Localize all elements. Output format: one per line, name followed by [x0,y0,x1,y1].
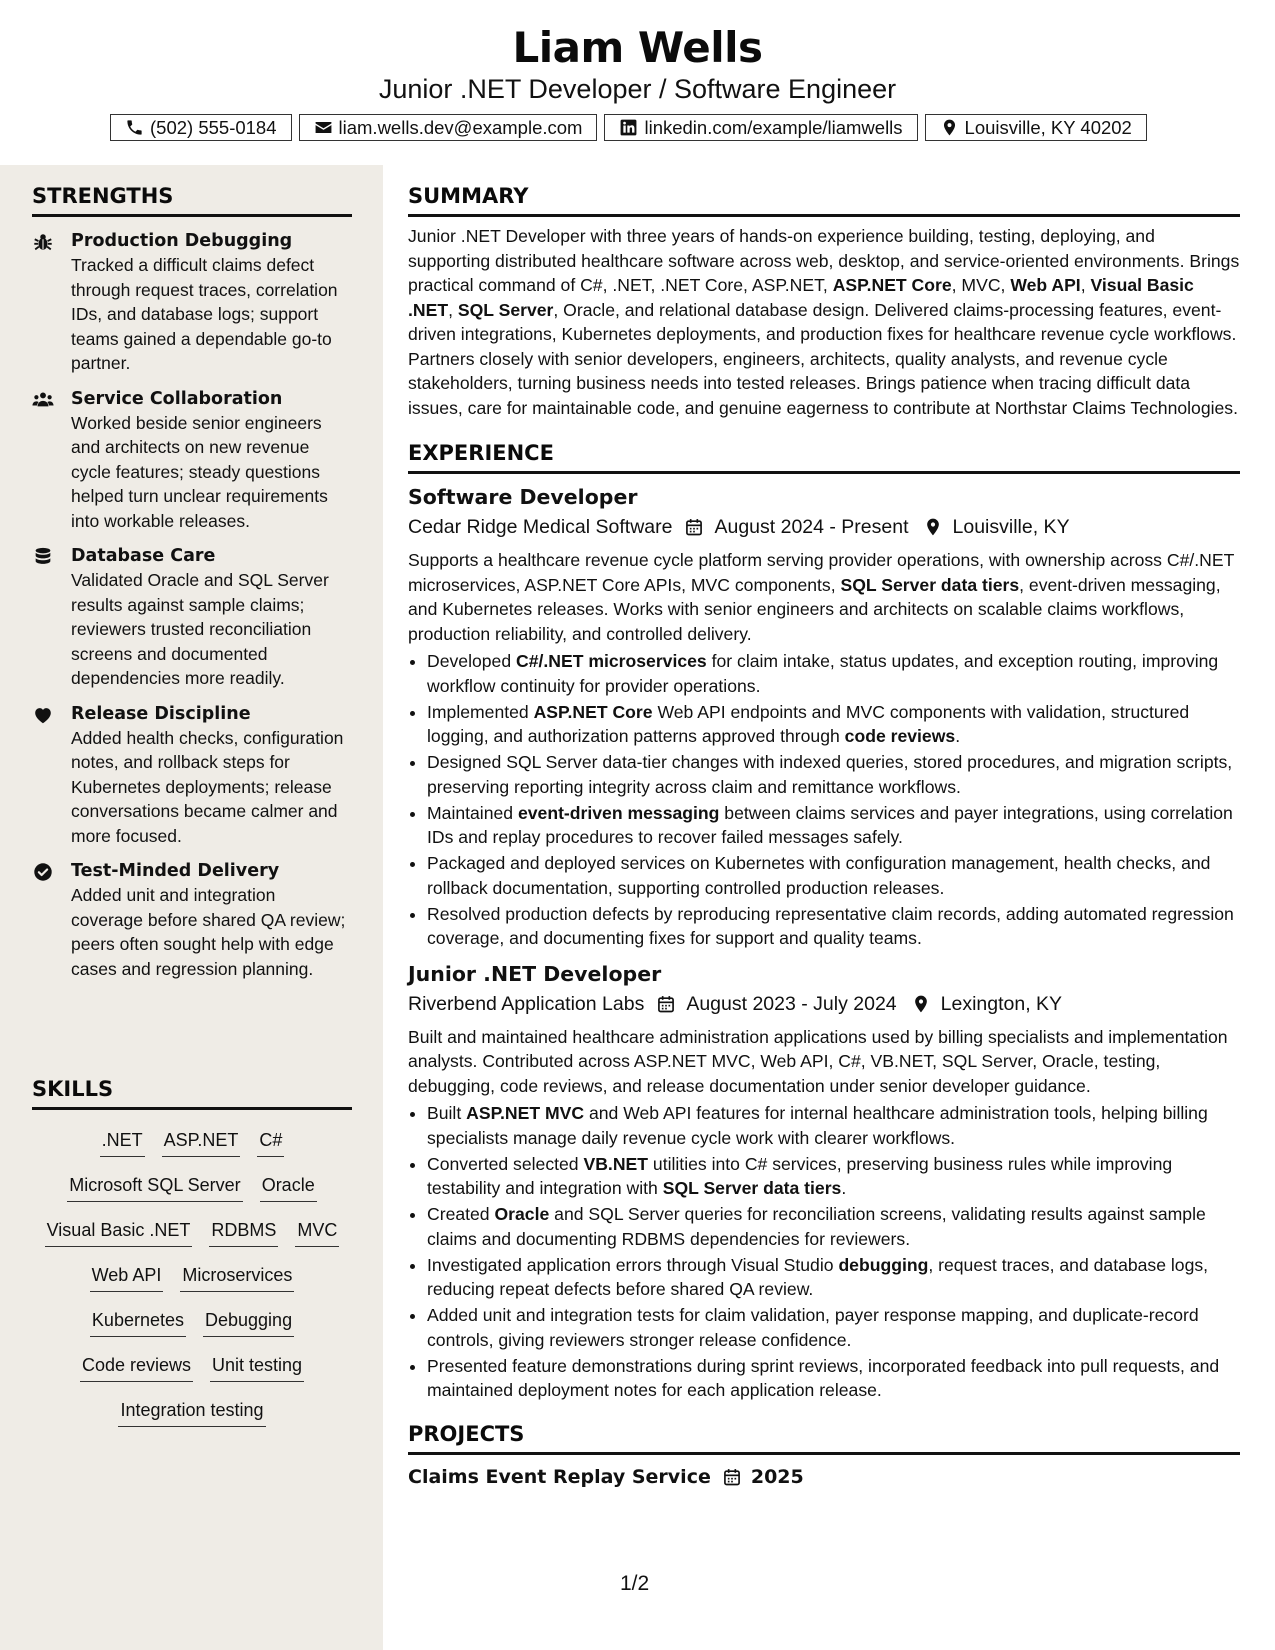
text-run: between claims services and payer integrations, using correlation IDs and replay procedures to recover failed messages safely. [427,802,1233,847]
text-run: Developed [427,651,517,671]
experience-heading: EXPERIENCE [408,440,1240,474]
job-meta [408,990,1240,1018]
contact-location [925,114,1147,141]
text-run: Created [427,1204,495,1224]
skill-tag: ASP.NET [162,1128,241,1157]
text-run: . [841,1178,847,1198]
job-bullet [427,649,1240,698]
heart-icon [32,704,54,726]
strength-title: Test-Minded Delivery [71,861,280,881]
text-run: Maintained [427,802,518,823]
text-run: Supports a healthcare revenue cycle platform serving provider operations, with ownership across C#/.NET microservices, ASP.NET Core APIs, MVC components, [408,550,1235,595]
strengths-section [32,183,352,981]
skill-tag: Integration testing [118,1398,265,1427]
job-bullet [427,1202,1240,1251]
calendar-icon [684,517,704,537]
database-icon [32,546,54,568]
text-run: , event-driven messaging, and Kubernetes releases. Works with senior engineers and architects on scalable claims workflows, production reliability, and controlled delivery. [408,574,1221,644]
skill-tag: RDBMS [209,1218,278,1247]
summary-heading: SUMMARY [408,183,1240,217]
candidate-name: Liam Wells [512,23,763,72]
skill-tag: Unit testing [210,1353,304,1382]
skill-tag: Visual Basic .NET [45,1218,193,1247]
text-run: Presented feature demonstrations during sprint reviews, incorporated feedback into pull requests, and maintained deployment notes for each application release. [427,1355,1220,1400]
text-run: and Web API features for internal healthcare administration tools, helping billing specialists manage daily revenue cycle work with clearer workflows. [427,1103,1208,1148]
emphasis-text: Oracle [494,1204,550,1224]
job-dates: August 2024 - Present [714,516,909,538]
emphasis-text: SQL Server data tiers [662,1178,842,1198]
job-bullets [408,649,1240,951]
text-run: Designed SQL Server data-tier changes with indexed queries, stored procedures, and migration scripts, preserving reporting integrity across claim and remittance workflows. [427,752,1233,797]
emphasis-text: event-driven messaging [517,802,720,823]
phone-icon [125,118,144,137]
text-run: Built and maintained healthcare administration applications used by billing specialists and implementation analysts. Contributed across ASP.NET MVC, Web API, C#, VB.NET, SQL Server, Oracle, testing, debugging, code reviews, and release documentation under senior developer guidance. [408,1026,1228,1096]
job-bullet [427,1101,1240,1150]
strength-item [32,229,352,376]
strength-description: Tracked a difficult claims defect through request traces, correlation IDs, and database logs; support teams gained a dependable go-to partner. [71,255,338,373]
contact-bar [110,114,1147,144]
skill-tag: C# [257,1128,284,1157]
location-pin-icon [923,517,943,537]
job-bullet [427,902,1240,951]
skills-section [32,1076,352,1427]
text-run: Junior .NET Developer with three years of hands-on experience building, testing, deploying, and supporting distributed healthcare software across web, desktop, and service-oriented environments. Brings practical command of C#, .NET, .NET Core, ASP.NET, [408,226,1240,295]
strength-item [32,702,352,849]
job-location: Lexington, KY [940,992,1063,1015]
job-bullet [427,801,1240,850]
text-run: and SQL Server queries for reconciliation screens, validating results against sample claims and documenting RDBMS dependencies for reviewers. [427,1204,1206,1249]
skill-tag: Microservices [180,1263,294,1292]
text-run: Converted selected [427,1153,584,1174]
job-role: Software Developer [408,485,638,509]
text-run: Packaged and deployed services on Kubernetes with configuration management, health checks, and rollback documentation, supporting controlled production releases. [427,853,1211,898]
text-run: , MVC, [951,275,1011,295]
job-bullet [427,1354,1240,1403]
page-number: 1/2 [620,1572,650,1595]
skill-tag: Web API [90,1263,164,1292]
contact-location-text: Louisville, KY 40202 [964,116,1132,138]
text-run: for claim intake, status updates, and exception routing, improving workflow continuity for provider operations. [427,651,1219,696]
emphasis-text: VB.NET [583,1153,649,1174]
skill-tag: Microsoft SQL Server [67,1173,242,1202]
envelope-icon [314,118,333,137]
text-run: utilities into C# services, preserving business rules while improving testability and integration with [427,1153,1173,1198]
location-pin-icon [940,118,959,137]
contact-linkedin[interactable] [604,114,917,141]
emphasis-text: C#/.NET microservices [516,651,707,671]
text-run: Added unit and integration tests for claim validation, payer response mapping, and duplicate-record controls, giving reviewers stronger release confidence. [427,1305,1199,1350]
text-run: Resolved production defects by reproducing representative claim records, adding automated regression coverage, and documenting fixes for support and quality teams. [427,903,1234,948]
text-run: Implemented [427,701,534,722]
job-company: Riverbend Application Labs [408,992,645,1015]
strength-title: Service Collaboration [71,388,283,409]
strength-item [32,544,352,691]
skill-tag: Code reviews [80,1353,193,1382]
emphasis-text: ASP.NET Core [832,275,952,295]
skill-tag: Debugging [203,1308,294,1337]
strength-title: Database Care [71,546,216,566]
emphasis-text: ASP.NET MVC [466,1103,585,1123]
strength-description: Worked beside senior engineers and architects on new revenue cycle features; steady questions helped turn unclear requirements into workable releases. [71,412,328,531]
project-name: Claims Event Replay Service [408,1465,711,1488]
text-run: . [955,726,961,746]
projects-heading: PROJECTS [408,1421,1240,1455]
text-run: Investigated application errors through Visual Studio [427,1254,839,1275]
text-run: , [448,299,458,320]
emphasis-text: Web API [1010,275,1081,295]
emphasis-text: code reviews [844,726,956,746]
project-year: 2025 [750,1465,804,1488]
job-bullet [427,700,1240,749]
job-bullet [427,750,1240,799]
job-meta [408,513,1240,541]
job-entry [408,961,1240,1403]
resume-header [0,0,1275,165]
text-run: Web API endpoints and MVC components with validation, structured logging, and authorization patterns approved through [427,701,1190,746]
contact-email[interactable] [299,114,598,141]
linkedin-icon [619,118,638,137]
contact-phone [110,114,292,141]
emphasis-text: Visual Basic .NET [408,275,1194,320]
text-run: , Oracle, and relational database design. Delivered claims-processing features, event-driven integrations, Kubernetes deployments, and production fixes for healthcare revenue cycle workflows. Partners closely with senior developers, engineers, architects, quality analysts, and revenue cycle stakeholders, turning business needs into tested releases. Brings patience when tracing difficult data issues, care for maintainable code, and genuine eagerness to contribute at Northstar Claims Technologies. [408,299,1238,418]
strength-item [32,859,352,981]
skill-tag: Oracle [260,1173,317,1202]
job-bullet [427,1253,1240,1302]
emphasis-text: SQL Server [457,299,554,320]
strength-item [32,387,352,534]
calendar-icon [722,1467,742,1487]
main-column [408,183,1240,1490]
users-icon [32,389,54,411]
contact-phone-text: (502) 555-0184 [150,116,277,138]
skills-heading: SKILLS [32,1076,352,1110]
strength-description: Added health checks, configuration notes, and rollback steps for Kubernetes deployments; release conversations became calmer and more focused. [71,727,344,846]
skill-tag: MVC [295,1218,339,1247]
job-bullet [427,1152,1240,1201]
job-bullet [427,851,1240,900]
strength-title: Release Discipline [71,703,251,724]
job-company: Cedar Ridge Medical Software [408,516,673,538]
project-entry [408,1464,1240,1490]
strength-title: Production Debugging [71,231,293,251]
emphasis-text: SQL Server data tiers [840,574,1020,595]
text-run: Built [427,1103,467,1123]
candidate-title: Junior .NET Developer / Software Engineer [378,74,897,104]
experience-section [408,440,1240,1403]
strength-description: Validated Oracle and SQL Server results against sample claims; reviewers trusted reconciliation screens and documented dependencies more readily. [71,570,329,688]
strength-description: Added unit and integration coverage before shared QA review; peers often sought help with edge cases and regression planning. [71,885,346,979]
check-circle-icon [32,861,54,883]
job-entry [408,484,1240,951]
text-run: , request traces, and database logs, reducing repeat defects before shared QA review. [427,1254,1209,1299]
job-description [408,548,1240,646]
emphasis-text: debugging [838,1254,929,1275]
job-bullets [408,1101,1240,1403]
job-bullet [427,1303,1240,1352]
job-location: Louisville, KY [952,516,1070,538]
calendar-icon [656,994,676,1014]
skill-tag: .NET [100,1128,145,1157]
skill-tag: Kubernetes [90,1308,186,1337]
summary-text [408,224,1240,420]
emphasis-text: ASP.NET Core [533,701,653,722]
projects-section [408,1421,1240,1490]
bug-icon [32,231,54,253]
job-dates: August 2023 - July 2024 [686,992,897,1015]
contact-linkedin-text: linkedin.com/example/liamwells [644,116,903,138]
text-run: , [1080,275,1091,295]
location-pin-icon [911,994,931,1014]
job-role: Junior .NET Developer [408,961,662,986]
strengths-heading: STRENGTHS [32,183,352,217]
skills-list [32,1128,352,1427]
contact-email-text: liam.wells.dev@example.com [338,116,583,138]
job-description [408,1025,1240,1099]
